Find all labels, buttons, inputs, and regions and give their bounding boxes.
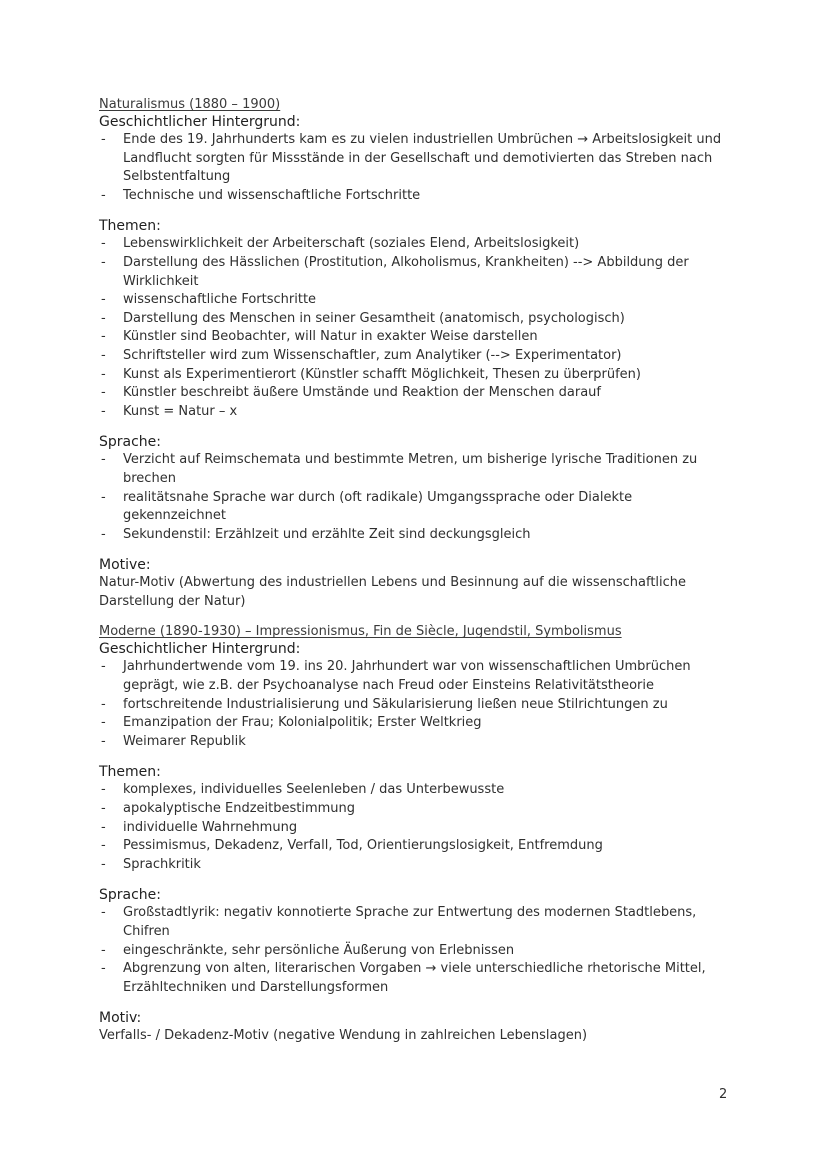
heading-motive: Motive: <box>99 557 151 574</box>
list-item: - Emanzipation der Frau; Kolonialpolitik; Erster Weltkrieg <box>99 714 729 733</box>
list-item: - individuelle Wahrnehmung <box>99 819 729 838</box>
list-item: - Darstellung des Menschen in seiner Gesamtheit (anatomisch, psychologisch) <box>99 310 729 329</box>
list-item: - Kunst = Natur – x <box>99 403 729 422</box>
list-item: - Großstadtlyrik: negativ konnotierte Sprache zur Entwertung des modernen Stadtlebens, Chifren <box>99 904 729 941</box>
page-number: 2 <box>719 1087 728 1102</box>
list-item: - Weimarer Republik <box>99 733 729 752</box>
list-item: - Lebenswirklichkeit der Arbeiterschaft (soziales Elend, Arbeitslosigkeit) <box>99 235 729 254</box>
section-title-moderne: Moderne (1890-1930) – Impressionismus, Fin de Siècle, Jugendstil, Symbolismus <box>99 624 622 640</box>
list-item: - Sprachkritik <box>99 856 729 875</box>
heading-themen: Themen: <box>99 218 161 235</box>
list-item: - Abgrenzung von alten, literarischen Vorgaben → viele unterschiedliche rhetorische Mittel, Erzähltechniken und Darstellungsformen <box>99 960 729 997</box>
document-page <box>99 96 729 1046</box>
list-item: - Jahrhundertwende vom 19. ins 20. Jahrhundert war von wissenschaftlichen Umbrüchen geprägt, wie z.B. der Psychoanalyse nach Freud oder Einsteins Relativitätstheorie <box>99 658 729 695</box>
list-hintergrund <box>99 658 729 751</box>
list-item: - Technische und wissenschaftliche Fortschritte <box>99 187 729 206</box>
list-item: - Künstler beschreibt äußere Umstände und Reaktion der Menschen darauf <box>99 384 729 403</box>
list-item: - fortschreitende Industrialisierung und Säkularisierung ließen neue Stilrichtungen zu <box>99 696 729 715</box>
heading-sprache: Sprache: <box>99 434 162 451</box>
list-item: - eingeschränkte, sehr persönliche Äußerung von Erlebnissen <box>99 942 729 961</box>
list-item: - Pessimismus, Dekadenz, Verfall, Tod, Orientierungslosigkeit, Entfremdung <box>99 837 729 856</box>
list-item: - Kunst als Experimentierort (Künstler schafft Möglichkeit, Thesen zu überprüfen) <box>99 366 729 385</box>
list-item: - wissenschaftliche Fortschritte <box>99 291 729 310</box>
list-hintergrund <box>99 131 729 205</box>
list-item: - apokalyptische Endzeitbestimmung <box>99 800 729 819</box>
list-themen <box>99 235 729 421</box>
list-themen <box>99 781 729 874</box>
list-sprache <box>99 451 729 544</box>
heading-themen: Themen: <box>99 764 161 781</box>
motiv-text: Verfalls- / Dekadenz-Motiv (negative Wendung in zahlreichen Lebenslagen) <box>99 1028 588 1044</box>
list-item: - Darstellung des Hässlichen (Prostitution, Alkoholismus, Krankheiten) --> Abbildung der Wirklichkeit <box>99 254 729 291</box>
list-item: - Sekundenstil: Erzählzeit und erzählte Zeit sind deckungsgleich <box>99 526 729 545</box>
list-item: - Verzicht auf Reimschemata und bestimmte Metren, um bisherige lyrische Traditionen zu brechen <box>99 451 729 488</box>
list-item: - komplexes, individuelles Seelenleben / das Unterbewusste <box>99 781 729 800</box>
heading-hintergrund: Geschichtlicher Hintergrund: <box>99 641 301 658</box>
list-item: - Schriftsteller wird zum Wissenschaftler, zum Analytiker (--> Experimentator) <box>99 347 729 366</box>
list-item: - realitätsnahe Sprache war durch (oft radikale) Umgangssprache oder Dialekte gekennzeichnet <box>99 489 729 526</box>
list-item: - Künstler sind Beobachter, will Natur in exakter Weise darstellen <box>99 328 729 347</box>
motive-text: Natur-Motiv (Abwertung des industriellen Lebens und Besinnung auf die wissenschaftliche Darstellung der Natur) <box>99 575 687 609</box>
heading-motiv: Motiv: <box>99 1010 142 1027</box>
heading-sprache: Sprache: <box>99 887 162 904</box>
list-sprache <box>99 904 729 997</box>
section-title-naturalismus: Naturalismus (1880 – 1900) <box>99 97 281 112</box>
list-item: - Ende des 19. Jahrhunderts kam es zu vielen industriellen Umbrüchen → Arbeitslosigkeit und Landflucht sorgten für Missstände in der Gesellschaft und demotivierten das Streben nach Selbstentfaltung <box>99 131 729 187</box>
heading-hintergrund: Geschichtlicher Hintergrund: <box>99 114 301 130</box>
